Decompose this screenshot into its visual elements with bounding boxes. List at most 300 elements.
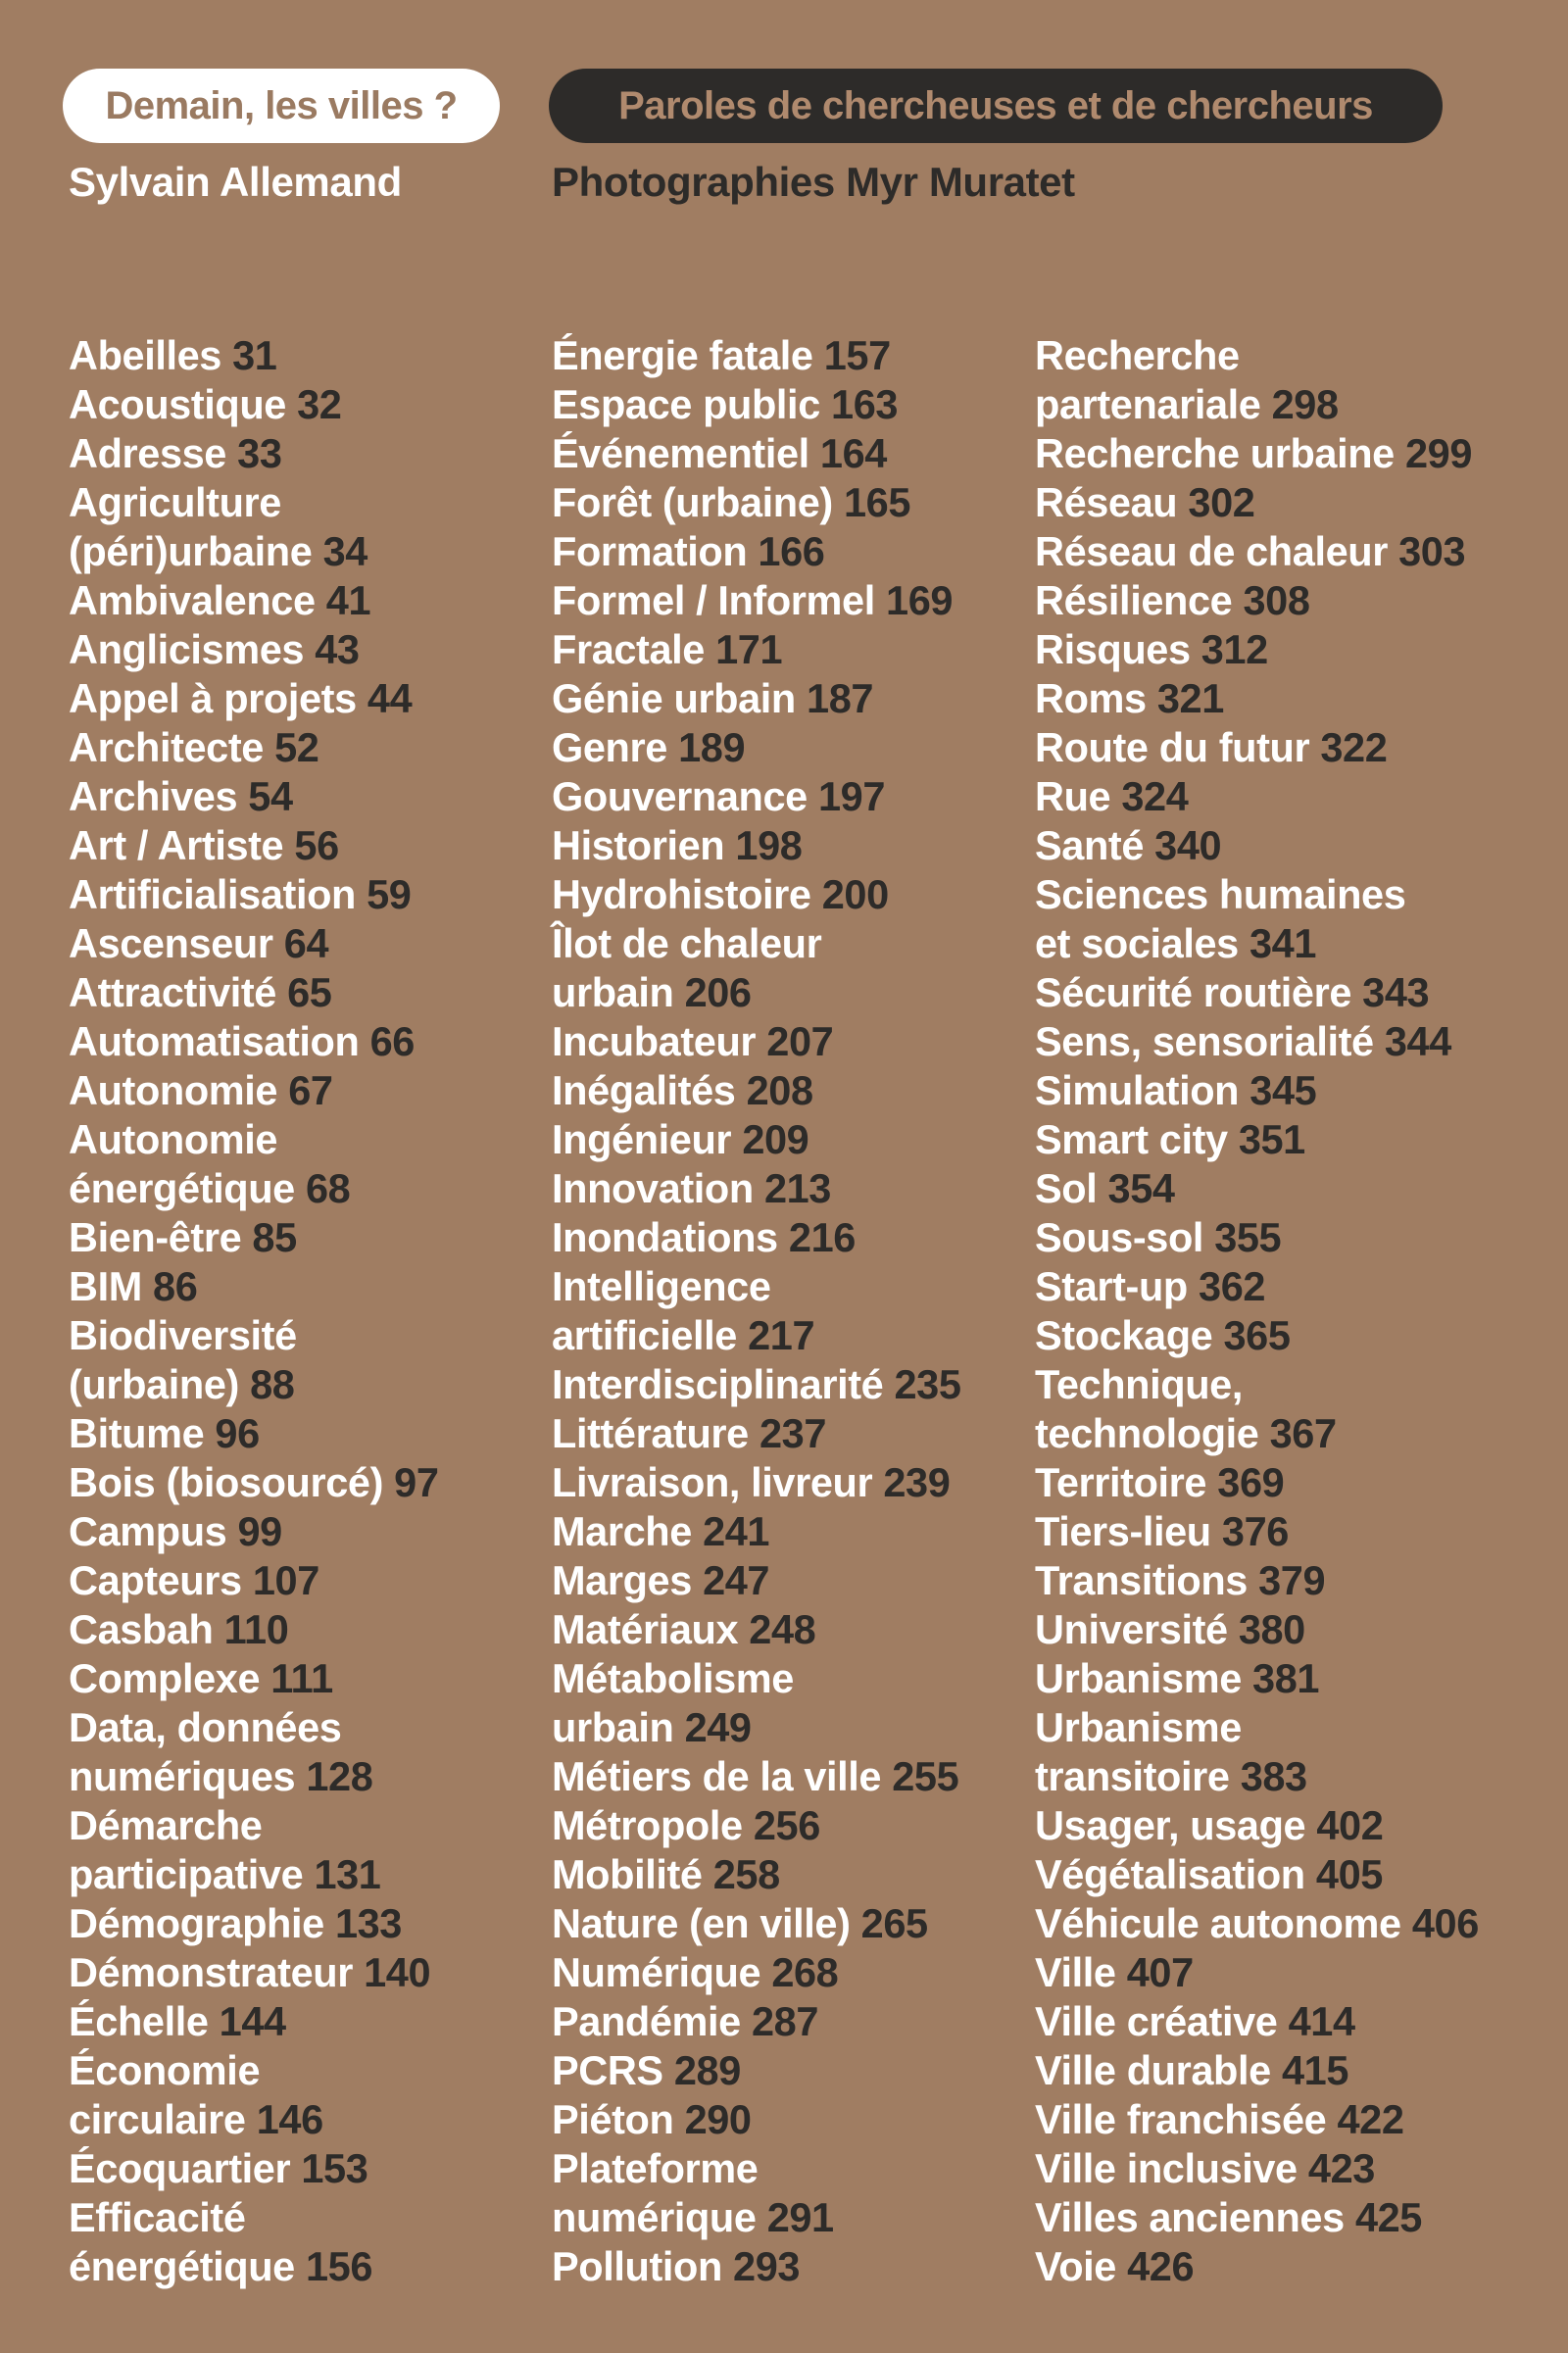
index-page-number: 415 (1281, 2047, 1349, 2093)
index-entry (1035, 2242, 1525, 2291)
index-entry (69, 429, 534, 478)
index-entry (552, 772, 1017, 821)
index-page-number: 365 (1223, 1312, 1291, 1358)
book-subtitle: Paroles de chercheuses et de chercheurs (618, 83, 1373, 127)
index-term: Art / Artiste (69, 822, 284, 868)
index-entry (1035, 2193, 1525, 2242)
index-term: Numérique (552, 1949, 761, 1995)
index-page-number: 206 (684, 969, 752, 1015)
index-term: Urbanisme (1035, 1655, 1242, 1701)
index-entry (1035, 1850, 1525, 1899)
index-page-number: 68 (305, 1165, 351, 1211)
index-entry (1035, 2046, 1525, 2095)
index-entry (69, 1899, 534, 1948)
index-page-number: 217 (748, 1312, 815, 1358)
index-page-number: 268 (771, 1949, 839, 1995)
index-page-number: 354 (1107, 1165, 1175, 1211)
index-entry (552, 2193, 1017, 2242)
index-term: Sens, sensorialité (1035, 1018, 1374, 1064)
index-entry (1035, 821, 1525, 870)
index-term: Recherche urbaine (1035, 430, 1395, 476)
index-page-number: 189 (678, 724, 746, 770)
index-term: Ville créative (1035, 1998, 1278, 2044)
index-term: Événementiel (552, 430, 809, 476)
index-page-number: 65 (287, 969, 332, 1015)
index-entry (1035, 429, 1525, 478)
index-page-number: 369 (1217, 1459, 1285, 1505)
index-page-number: 31 (232, 332, 277, 378)
index-entry (552, 821, 1017, 870)
index-page-number: 86 (153, 1263, 198, 1309)
index-entry (552, 1605, 1017, 1654)
index-page-number: 157 (823, 332, 891, 378)
index-page-number: 131 (314, 1851, 381, 1897)
index-page-number: 110 (223, 1606, 289, 1652)
index-entry (552, 1899, 1017, 1948)
index-entry (552, 1311, 1017, 1360)
index-term: Anglicismes (69, 626, 305, 672)
index-page-number: 324 (1121, 773, 1189, 819)
index-term: Nature (en ville) (552, 1900, 851, 1946)
index-entry (1035, 380, 1525, 429)
index-term: Risques (1035, 626, 1191, 672)
index-page-number: 128 (306, 1753, 373, 1799)
index-entry (552, 1801, 1017, 1850)
index-page-number: 144 (219, 1998, 286, 2044)
index-entry (1035, 968, 1525, 1017)
index-entry (69, 723, 534, 772)
index-entry (1035, 919, 1525, 968)
index-page-number: 290 (684, 2096, 752, 2142)
index-term: Capteurs (69, 1557, 242, 1603)
index-term: Réseau (1035, 479, 1178, 525)
index-page-number: 54 (248, 773, 293, 819)
index-entry (552, 429, 1017, 478)
index-column-3 (1035, 331, 1525, 2291)
index-page-number: 85 (252, 1214, 297, 1260)
index-term: Santé (1035, 822, 1145, 868)
index-entry (69, 772, 534, 821)
index-page-number: 187 (807, 675, 874, 721)
index-entry (1035, 1017, 1525, 1066)
index-entry (552, 527, 1017, 576)
index-term: Casbah (69, 1606, 214, 1652)
index-entry (69, 527, 534, 576)
index-page-number: 414 (1288, 1998, 1355, 2044)
index-term: Sciences humaines (1035, 871, 1406, 917)
index-entry (69, 2095, 534, 2144)
index-term: artificielle (552, 1312, 737, 1358)
index-page-number: 140 (364, 1949, 431, 1995)
index-page-number: 249 (684, 1704, 752, 1750)
index-page-number: 376 (1221, 1508, 1289, 1554)
index-term: Ingénieur (552, 1116, 732, 1162)
index-entry (69, 1360, 534, 1409)
index-term: Échelle (69, 1998, 209, 2044)
index-entry (1035, 1556, 1525, 1605)
index-term: Mobilité (552, 1851, 703, 1897)
index-page-number: 200 (821, 871, 889, 917)
index-entry (1035, 1605, 1525, 1654)
index-entry (552, 1556, 1017, 1605)
index-entry (552, 1850, 1017, 1899)
index-term: Énergie fatale (552, 332, 813, 378)
index-term: Formation (552, 528, 748, 574)
index-page-number: 66 (369, 1018, 415, 1064)
index-page-number: 107 (252, 1557, 319, 1603)
index-term: Automatisation (69, 1018, 360, 1064)
index-page-number: 265 (860, 1900, 928, 1946)
index-entry (69, 380, 534, 429)
index-entry (552, 1409, 1017, 1458)
index-term: Réseau de chaleur (1035, 528, 1388, 574)
index-entry (1035, 723, 1525, 772)
index-term: Recherche (1035, 332, 1240, 378)
index-term: Pandémie (552, 1998, 741, 2044)
index-page-number: 303 (1398, 528, 1466, 574)
index-page-number: 97 (394, 1459, 439, 1505)
index-page-number: 156 (305, 2243, 373, 2289)
index-entry (552, 968, 1017, 1017)
index-term: Sol (1035, 1165, 1098, 1211)
index-entry (69, 1409, 534, 1458)
book-title: Demain, les villes ? (105, 83, 458, 127)
index-term: Ville (1035, 1949, 1116, 1995)
index-entry (69, 1948, 534, 1997)
index-page-number: 383 (1240, 1753, 1307, 1799)
index-entry (552, 380, 1017, 429)
index-entry (552, 1654, 1017, 1703)
index-page-number: 312 (1200, 626, 1268, 672)
index-term: Genre (552, 724, 667, 770)
index-page-number: 41 (325, 577, 371, 623)
index-page-number: 207 (766, 1018, 834, 1064)
index-page-number: 293 (733, 2243, 801, 2289)
index-term: Archives (69, 773, 238, 819)
index-term: Smart city (1035, 1116, 1228, 1162)
index-term: Ville inclusive (1035, 2145, 1298, 2191)
index-page-number: 287 (752, 1998, 819, 2044)
index-term: Efficacité (69, 2194, 246, 2240)
index-page-number: 209 (742, 1116, 809, 1162)
index-entry (69, 2193, 534, 2242)
photographer-credit: Photographies Myr Muratet (552, 159, 1075, 205)
index-term: Végétalisation (1035, 1851, 1305, 1897)
index-term: transitoire (1035, 1753, 1230, 1799)
index-term: Résilience (1035, 577, 1233, 623)
index-page-number: 351 (1238, 1116, 1305, 1162)
index-term: Génie urbain (552, 675, 796, 721)
index-term: Ascenseur (69, 920, 273, 966)
index-entry (1035, 1262, 1525, 1311)
index-entry (69, 821, 534, 870)
index-term: Écoquartier (69, 2145, 291, 2191)
index-page-number: 367 (1269, 1410, 1337, 1456)
index-term: Incubateur (552, 1018, 757, 1064)
index-term: Îlot de chaleur (552, 920, 822, 966)
index-page-number: 153 (301, 2145, 368, 2191)
index-term: et sociales (1035, 920, 1239, 966)
index-term: Complexe (69, 1655, 261, 1701)
index-term: Biodiversité (69, 1312, 297, 1358)
index-entry (552, 625, 1017, 674)
index-entry (69, 968, 534, 1017)
index-entry (1035, 478, 1525, 527)
index-page-number: 99 (237, 1508, 282, 1554)
index-entry (1035, 1409, 1525, 1458)
index-page-number: 402 (1316, 1802, 1384, 1848)
index-entry (552, 1703, 1017, 1752)
index-column-2 (552, 331, 1017, 2291)
index-page-number: 164 (819, 430, 887, 476)
index-term: Métropole (552, 1802, 743, 1848)
index-entry (69, 1115, 534, 1164)
index-term: Territoire (1035, 1459, 1207, 1505)
index-entry (1035, 2095, 1525, 2144)
index-term: Inégalités (552, 1067, 736, 1113)
index-entry (1035, 772, 1525, 821)
index-page-number: 255 (892, 1753, 959, 1799)
index-term: Abeilles (69, 332, 221, 378)
index-term: Start-up (1035, 1263, 1188, 1309)
index-page-number: 213 (763, 1165, 831, 1211)
index-entry (1035, 625, 1525, 674)
index-entry (69, 919, 534, 968)
index-page-number: 302 (1188, 479, 1255, 525)
index-page-number: 171 (715, 626, 783, 672)
index-entry (69, 478, 534, 527)
index-page-number: 67 (288, 1067, 333, 1113)
index-page-number: 340 (1154, 822, 1222, 868)
index-page-number: 343 (1362, 969, 1430, 1015)
index-page-number: 43 (315, 626, 360, 672)
index-term: Véhicule autonome (1035, 1900, 1401, 1946)
index-term: Artificialisation (69, 871, 356, 917)
index-term: Usager, usage (1035, 1802, 1306, 1848)
index-entry (69, 576, 534, 625)
index-term: Formel / Informel (552, 577, 875, 623)
index-page-number: 426 (1127, 2243, 1195, 2289)
index-entry (552, 1262, 1017, 1311)
index-term: Sous-sol (1035, 1214, 1204, 1260)
index-page-number: 169 (886, 577, 954, 623)
index-entry (69, 2242, 534, 2291)
index-term: Ville franchisée (1035, 2096, 1327, 2142)
index-term: Fractale (552, 626, 705, 672)
index-entry (552, 1164, 1017, 1213)
index-term: énergétique (69, 1165, 295, 1211)
index-entry (552, 331, 1017, 380)
index-entry (69, 1605, 534, 1654)
index-term: Métiers de la ville (552, 1753, 882, 1799)
index-page-number: 146 (256, 2096, 323, 2142)
index-page-number: 299 (1404, 430, 1473, 476)
index-term: Tiers-lieu (1035, 1508, 1211, 1554)
index-term: Plateforme (552, 2145, 759, 2191)
index-page-number: 289 (673, 2047, 741, 2093)
index-page-number: 33 (237, 430, 282, 476)
index-page-number: 256 (753, 1802, 820, 1848)
index-page-number: 56 (294, 822, 339, 868)
index-term: Bien-être (69, 1214, 242, 1260)
index-page-number: 241 (703, 1508, 770, 1554)
index-entry (1035, 1066, 1525, 1115)
index-term: Historien (552, 822, 725, 868)
index-page-number: 216 (788, 1214, 856, 1260)
index-term: Urbanisme (1035, 1704, 1242, 1750)
index-entry (552, 723, 1017, 772)
index-entry (552, 1458, 1017, 1507)
index-term: Inondations (552, 1214, 778, 1260)
index-entry (69, 1801, 534, 1850)
index-term: Marges (552, 1557, 692, 1603)
index-term: participative (69, 1851, 304, 1897)
index-entry (552, 2144, 1017, 2193)
index-term: Intelligence (552, 1263, 771, 1309)
index-term: Université (1035, 1606, 1228, 1652)
index-page-number: 308 (1243, 577, 1310, 623)
index-term: Acoustique (69, 381, 286, 427)
index-entry (69, 1262, 534, 1311)
index-entry (1035, 1752, 1525, 1801)
index-entry (552, 576, 1017, 625)
index-page-number: 362 (1199, 1263, 1266, 1309)
index-term: numérique (552, 2194, 757, 2240)
index-entry (552, 1360, 1017, 1409)
index-term: Architecte (69, 724, 264, 770)
index-term: Interdisciplinarité (552, 1361, 884, 1407)
index-entry (552, 1213, 1017, 1262)
index-term: Autonomie (69, 1116, 278, 1162)
index-term: urbain (552, 969, 674, 1015)
index-entry (69, 1066, 534, 1115)
index-page-number: 247 (703, 1557, 770, 1603)
index-term: Autonomie (69, 1067, 278, 1113)
index-term: numériques (69, 1753, 296, 1799)
index-page-number: 405 (1315, 1851, 1383, 1897)
index-entry (1035, 1213, 1525, 1262)
index-term: Ambivalence (69, 577, 316, 623)
index-entry (552, 1115, 1017, 1164)
index-page-number: 59 (367, 871, 412, 917)
index-entry (69, 674, 534, 723)
index-entry (552, 1017, 1017, 1066)
index-term: PCRS (552, 2047, 663, 2093)
index-page-number: 235 (894, 1361, 961, 1407)
index-page-number: 425 (1354, 2194, 1422, 2240)
index-page-number: 88 (250, 1361, 295, 1407)
index-term: BIM (69, 1263, 142, 1309)
index-entry (69, 1017, 534, 1066)
index-term: Piéton (552, 2096, 674, 2142)
index-page-number: 32 (297, 381, 342, 427)
index-term: Économie (69, 2047, 261, 2093)
index-entry (69, 2046, 534, 2095)
index-term: Livraison, livreur (552, 1459, 873, 1505)
index-entry (1035, 674, 1525, 723)
index-entry (69, 1850, 534, 1899)
index-term: Bitume (69, 1410, 205, 1456)
index-term: Adresse (69, 430, 226, 476)
index-term: Villes anciennes (1035, 2194, 1345, 2240)
index-page-number: 423 (1307, 2145, 1375, 2191)
index-term: énergétique (69, 2243, 295, 2289)
index-page-number: 34 (322, 528, 368, 574)
index-term: (urbaine) (69, 1361, 239, 1407)
index-entry (69, 1997, 534, 2046)
index-term: Campus (69, 1508, 227, 1554)
index-page-number: 198 (735, 822, 803, 868)
index-term: Démonstrateur (69, 1949, 353, 1995)
index-page-number: 380 (1238, 1606, 1305, 1652)
index-entry (1035, 1899, 1525, 1948)
index-term: circulaire (69, 2096, 246, 2142)
index-page-number: 298 (1271, 381, 1339, 427)
index-page-number: 111 (270, 1655, 333, 1701)
book-title-badge (63, 69, 500, 143)
index-term: Attractivité (69, 969, 276, 1015)
index-page-number: 291 (766, 2194, 834, 2240)
index-entry (1035, 1948, 1525, 1997)
index-entry (1035, 576, 1525, 625)
index-page-number: 237 (759, 1410, 827, 1456)
index-entry (1035, 1801, 1525, 1850)
index-entry (552, 2046, 1017, 2095)
index-term: Roms (1035, 675, 1147, 721)
index-term: Voie (1035, 2243, 1116, 2289)
index-page-number: 379 (1258, 1557, 1326, 1603)
index-page-number: 52 (274, 724, 319, 770)
index-page-number: 208 (746, 1067, 813, 1113)
index-term: Simulation (1035, 1067, 1240, 1113)
index-page-number: 422 (1337, 2096, 1404, 2142)
index-entry (1035, 1164, 1525, 1213)
index-entry (1035, 1703, 1525, 1752)
index-entry (1035, 1507, 1525, 1556)
index-term: Appel à projets (69, 675, 357, 721)
index-term: Agriculture (69, 479, 281, 525)
index-term: Route du futur (1035, 724, 1310, 770)
index-term: Métabolisme (552, 1655, 794, 1701)
index-entry (69, 1507, 534, 1556)
index-entry (69, 2144, 534, 2193)
index-page-number: 258 (712, 1851, 780, 1897)
index-entry (552, 478, 1017, 527)
index-entry (552, 1997, 1017, 2046)
index-page-number: 96 (215, 1410, 260, 1456)
index-column-1 (69, 331, 534, 2291)
index-entry (552, 1507, 1017, 1556)
index-term: Espace public (552, 381, 820, 427)
index-term: Sécurité routière (1035, 969, 1352, 1015)
index-entry (552, 2242, 1017, 2291)
index-page-number: 407 (1126, 1949, 1194, 1995)
index-entry (69, 1311, 534, 1360)
index-entry (69, 1458, 534, 1507)
index-entry (552, 919, 1017, 968)
index-entry (552, 1066, 1017, 1115)
index-page-number: 64 (283, 920, 329, 966)
index-term: Marche (552, 1508, 692, 1554)
index-entry (69, 1556, 534, 1605)
index-page-number: 381 (1252, 1655, 1320, 1701)
index-entry (552, 870, 1017, 919)
index-page-number: 344 (1384, 1018, 1451, 1064)
index-term: Matériaux (552, 1606, 739, 1652)
index-entry (552, 1752, 1017, 1801)
index-term: Ville durable (1035, 2047, 1271, 2093)
index-page-number: 163 (831, 381, 899, 427)
